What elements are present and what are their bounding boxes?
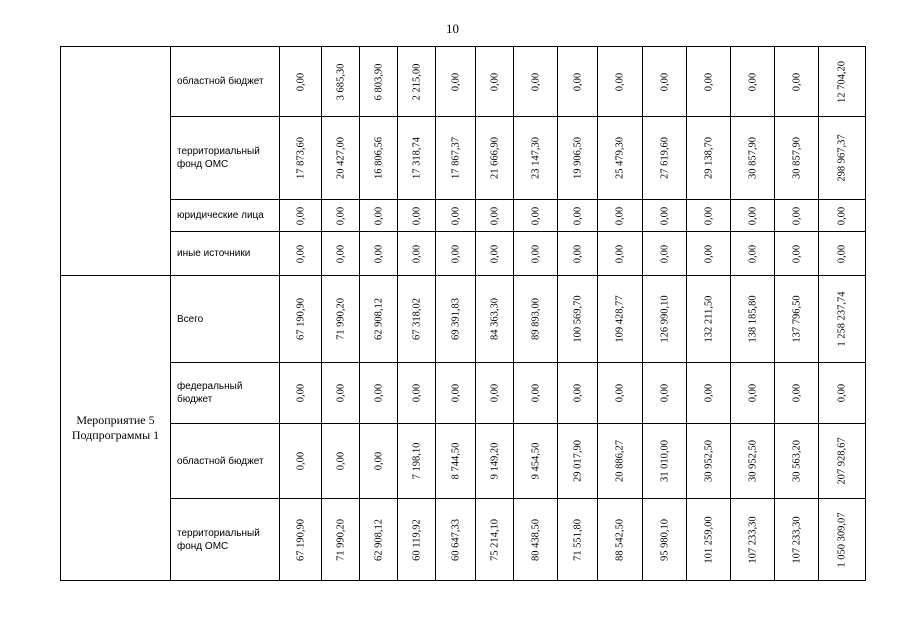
value-text: 30 563,20 xyxy=(791,440,802,482)
value-cell xyxy=(436,232,476,276)
value-text: 0,00 xyxy=(295,451,306,471)
value-text: 298 967,37 xyxy=(836,134,848,182)
value-text: 0,00 xyxy=(791,244,802,263)
value-text: 7 198,10 xyxy=(411,442,422,480)
value-cell xyxy=(558,232,598,276)
value-text: 0,00 xyxy=(614,206,626,225)
value-text: 137 796,50 xyxy=(791,295,802,343)
value-cell xyxy=(514,232,558,276)
value-text: 30 952,50 xyxy=(747,440,758,482)
value-text: 100 569,70 xyxy=(572,295,583,343)
funding-table xyxy=(60,46,866,581)
value-text: 101 259,00 xyxy=(703,515,714,564)
value-cell xyxy=(514,424,558,499)
value-text: 0,00 xyxy=(572,244,583,263)
value-cell xyxy=(775,232,819,276)
value-text: 0,00 xyxy=(450,383,461,403)
value-cell xyxy=(398,276,436,363)
funding-source-cell: Всего xyxy=(171,276,280,363)
value-cell xyxy=(643,363,687,424)
value-text: 27 619,60 xyxy=(659,137,670,179)
value-cell xyxy=(643,232,687,276)
value-text: 0,00 xyxy=(489,244,500,263)
value-cell xyxy=(436,47,476,117)
value-text: 20 427,00 xyxy=(335,137,346,179)
value-text: 95 980,10 xyxy=(659,518,670,561)
value-text: 0,00 xyxy=(659,206,670,225)
value-text: 88 542,50 xyxy=(614,518,626,561)
value-text: 0,00 xyxy=(836,206,848,225)
value-text: 25 479,30 xyxy=(614,137,626,179)
value-text: 75 214,10 xyxy=(489,518,500,561)
value-cell xyxy=(360,499,398,581)
value-text: 0,00 xyxy=(335,383,346,403)
value-cell xyxy=(280,200,322,232)
value-text: 84 363,30 xyxy=(489,298,500,340)
value-text: 0,00 xyxy=(411,383,422,403)
value-text: 60 119,92 xyxy=(411,518,422,561)
value-cell xyxy=(687,276,731,363)
value-text: 1 258 237,74 xyxy=(836,291,848,347)
value-cell xyxy=(687,499,731,581)
value-cell xyxy=(514,47,558,117)
value-text: 0,00 xyxy=(450,244,461,263)
value-cell xyxy=(731,363,775,424)
value-text: 0,00 xyxy=(614,244,626,263)
value-cell xyxy=(322,232,360,276)
value-cell xyxy=(643,47,687,117)
value-cell xyxy=(598,363,643,424)
value-cell xyxy=(775,499,819,581)
value-text: 0,00 xyxy=(335,206,346,225)
value-text: 3 685,30 xyxy=(335,63,346,100)
value-text: 0,00 xyxy=(450,206,461,225)
value-cell xyxy=(280,276,322,363)
value-text: 0,00 xyxy=(703,383,714,403)
value-text: 0,00 xyxy=(295,383,306,403)
value-text: 0,00 xyxy=(489,383,500,403)
value-text: 60 647,33 xyxy=(450,518,461,561)
measure-name-cell: Мероприятие 5 Подпрограммы 1 xyxy=(61,276,171,581)
value-text: 16 806,56 xyxy=(373,137,384,179)
value-cell xyxy=(398,47,436,117)
value-cell xyxy=(558,499,598,581)
value-cell xyxy=(398,424,436,499)
value-cell xyxy=(687,117,731,200)
value-cell xyxy=(558,47,598,117)
value-cell xyxy=(687,363,731,424)
value-cell xyxy=(398,232,436,276)
value-text: 9 454,50 xyxy=(530,442,541,480)
value-cell xyxy=(280,424,322,499)
value-text: 0,00 xyxy=(703,244,714,263)
value-cell xyxy=(476,232,514,276)
value-text: 80 438,50 xyxy=(530,518,541,561)
value-cell xyxy=(731,499,775,581)
value-cell xyxy=(436,200,476,232)
value-text: 0,00 xyxy=(530,206,541,225)
table-row xyxy=(61,499,866,581)
value-text: 67 190,90 xyxy=(295,298,306,340)
value-cell xyxy=(360,117,398,200)
value-text: 132 211,50 xyxy=(703,295,714,343)
value-text: 138 185,80 xyxy=(747,295,758,343)
value-text: 0,00 xyxy=(747,206,758,225)
value-text: 0,00 xyxy=(836,383,848,403)
value-text: 71 990,20 xyxy=(335,518,346,561)
value-cell xyxy=(775,276,819,363)
value-cell xyxy=(687,232,731,276)
value-cell xyxy=(643,200,687,232)
value-cell xyxy=(643,117,687,200)
table-row xyxy=(61,232,866,276)
value-text: 0,00 xyxy=(295,206,306,225)
value-text: 23 147,30 xyxy=(530,137,541,179)
value-cell xyxy=(436,117,476,200)
value-text: 126 990,10 xyxy=(659,295,670,343)
value-text: 31 010,00 xyxy=(659,440,670,482)
value-text: 0,00 xyxy=(703,72,714,91)
value-text: 19 906,50 xyxy=(572,137,583,179)
value-text: 0,00 xyxy=(373,244,384,263)
value-text: 6 803,90 xyxy=(373,63,384,100)
value-cell xyxy=(322,363,360,424)
value-cell xyxy=(819,424,866,499)
value-cell xyxy=(322,424,360,499)
value-text: 0,00 xyxy=(450,72,461,91)
value-text: 0,00 xyxy=(614,72,626,91)
value-text: 17 318,74 xyxy=(411,137,422,179)
value-cell xyxy=(514,363,558,424)
value-cell xyxy=(398,200,436,232)
value-cell xyxy=(819,47,866,117)
value-cell xyxy=(476,47,514,117)
value-text: 67 190,90 xyxy=(295,518,306,561)
value-cell xyxy=(476,200,514,232)
table-row xyxy=(61,200,866,232)
value-cell xyxy=(687,200,731,232)
value-text: 0,00 xyxy=(791,206,802,225)
value-text: 0,00 xyxy=(295,244,306,263)
value-text: 0,00 xyxy=(373,383,384,403)
value-text: 107 233,30 xyxy=(791,515,802,564)
value-cell xyxy=(398,499,436,581)
value-cell xyxy=(775,200,819,232)
page-number: 10 xyxy=(446,21,459,36)
value-text: 17 867,37 xyxy=(450,137,461,179)
value-cell xyxy=(775,363,819,424)
value-cell xyxy=(819,363,866,424)
value-text: 207 928,67 xyxy=(836,437,848,485)
value-cell xyxy=(280,232,322,276)
value-text: 9 149,20 xyxy=(489,442,500,480)
value-text: 0,00 xyxy=(836,244,848,263)
value-text: 0,00 xyxy=(572,383,583,403)
value-text: 0,00 xyxy=(335,451,346,471)
value-text: 0,00 xyxy=(335,244,346,263)
value-text: 0,00 xyxy=(791,72,802,91)
value-text: 0,00 xyxy=(530,383,541,403)
funding-source-cell: территориальный фонд ОМС xyxy=(171,117,280,200)
value-cell xyxy=(558,276,598,363)
value-text: 0,00 xyxy=(295,72,306,91)
value-text: 21 666,90 xyxy=(489,137,500,179)
value-text: 0,00 xyxy=(747,72,758,91)
value-cell xyxy=(360,200,398,232)
value-cell xyxy=(558,363,598,424)
value-cell xyxy=(598,117,643,200)
value-cell xyxy=(514,200,558,232)
value-cell xyxy=(819,499,866,581)
value-text: 1 050 309,07 xyxy=(836,511,848,568)
value-text: 107 233,30 xyxy=(747,515,758,564)
value-text: 0,00 xyxy=(614,383,626,403)
funding-source-cell: юридические лица xyxy=(171,200,280,232)
value-text: 0,00 xyxy=(791,383,802,403)
value-text: 89 893,00 xyxy=(530,298,541,340)
value-text: 0,00 xyxy=(373,206,384,225)
value-cell xyxy=(598,424,643,499)
funding-source-cell: областной бюджет xyxy=(171,424,280,499)
value-text: 0,00 xyxy=(572,206,583,225)
measure-name-cell xyxy=(61,47,171,276)
value-cell xyxy=(398,363,436,424)
value-cell xyxy=(598,276,643,363)
value-text: 30 857,90 xyxy=(791,137,802,179)
value-cell xyxy=(598,200,643,232)
table-row xyxy=(61,276,866,363)
value-text: 20 886,27 xyxy=(614,440,626,482)
value-cell xyxy=(322,47,360,117)
funding-source-cell: областной бюджет xyxy=(171,47,280,117)
value-text: 69 391,83 xyxy=(450,298,461,340)
value-text: 0,00 xyxy=(530,72,541,91)
value-text: 62 908,12 xyxy=(373,298,384,340)
value-cell xyxy=(731,47,775,117)
value-cell xyxy=(280,363,322,424)
value-cell xyxy=(280,117,322,200)
value-text: 109 428,77 xyxy=(614,295,626,343)
value-cell xyxy=(436,363,476,424)
value-text: 29 017,90 xyxy=(572,440,583,482)
value-cell xyxy=(598,499,643,581)
value-text: 8 744,50 xyxy=(450,442,461,480)
value-cell xyxy=(775,47,819,117)
value-cell xyxy=(731,276,775,363)
value-text: 0,00 xyxy=(703,206,714,225)
value-cell xyxy=(514,276,558,363)
value-cell xyxy=(476,117,514,200)
value-cell xyxy=(558,117,598,200)
funding-source-cell: иные источники xyxy=(171,232,280,276)
value-cell xyxy=(687,47,731,117)
value-cell xyxy=(643,276,687,363)
value-cell xyxy=(436,499,476,581)
value-cell xyxy=(476,276,514,363)
value-cell xyxy=(476,363,514,424)
value-text: 2 215,00 xyxy=(411,63,422,100)
value-text: 29 138,70 xyxy=(703,137,714,179)
value-cell xyxy=(643,499,687,581)
value-text: 0,00 xyxy=(659,383,670,403)
value-cell xyxy=(598,232,643,276)
value-cell xyxy=(731,424,775,499)
value-cell xyxy=(436,424,476,499)
value-cell xyxy=(360,276,398,363)
value-cell xyxy=(819,200,866,232)
funding-source-cell: территориальный фонд ОМС xyxy=(171,499,280,581)
table-row xyxy=(61,47,866,117)
value-cell xyxy=(322,200,360,232)
value-cell xyxy=(775,117,819,200)
value-text: 30 857,90 xyxy=(747,137,758,179)
value-text: 0,00 xyxy=(373,451,384,471)
value-text: 0,00 xyxy=(747,383,758,403)
value-text: 0,00 xyxy=(489,72,500,91)
table-row xyxy=(61,363,866,424)
value-cell xyxy=(731,117,775,200)
value-cell xyxy=(558,424,598,499)
value-text: 0,00 xyxy=(411,206,422,225)
value-text: 0,00 xyxy=(659,72,670,91)
value-cell xyxy=(598,47,643,117)
table-row xyxy=(61,117,866,200)
value-cell xyxy=(643,424,687,499)
value-text: 0,00 xyxy=(747,244,758,263)
value-text: 0,00 xyxy=(411,244,422,263)
value-cell xyxy=(731,200,775,232)
value-text: 0,00 xyxy=(659,244,670,263)
value-text: 0,00 xyxy=(489,206,500,225)
value-text: 30 952,50 xyxy=(703,440,714,482)
value-cell xyxy=(514,499,558,581)
value-cell xyxy=(819,117,866,200)
value-cell xyxy=(436,276,476,363)
value-text: 12 704,20 xyxy=(836,60,848,103)
table-row xyxy=(61,424,866,499)
value-cell xyxy=(360,363,398,424)
value-cell xyxy=(322,276,360,363)
value-cell xyxy=(687,424,731,499)
value-text: 0,00 xyxy=(572,72,583,91)
value-cell xyxy=(476,424,514,499)
value-cell xyxy=(819,232,866,276)
value-cell xyxy=(514,117,558,200)
value-text: 67 318,02 xyxy=(411,298,422,340)
funding-source-cell: федеральный бюджет xyxy=(171,363,280,424)
value-cell xyxy=(322,499,360,581)
value-cell xyxy=(476,499,514,581)
value-cell xyxy=(280,499,322,581)
value-text: 71 551,80 xyxy=(572,518,583,561)
value-cell xyxy=(360,232,398,276)
value-cell xyxy=(360,47,398,117)
value-text: 0,00 xyxy=(530,244,541,263)
value-cell xyxy=(398,117,436,200)
value-cell xyxy=(322,117,360,200)
value-cell xyxy=(731,232,775,276)
value-text: 17 873,60 xyxy=(295,137,306,179)
value-cell xyxy=(360,424,398,499)
value-cell xyxy=(558,200,598,232)
value-text: 62 908,12 xyxy=(373,518,384,561)
value-cell xyxy=(280,47,322,117)
value-text: 71 990,20 xyxy=(335,298,346,340)
value-cell xyxy=(819,276,866,363)
value-cell xyxy=(775,424,819,499)
